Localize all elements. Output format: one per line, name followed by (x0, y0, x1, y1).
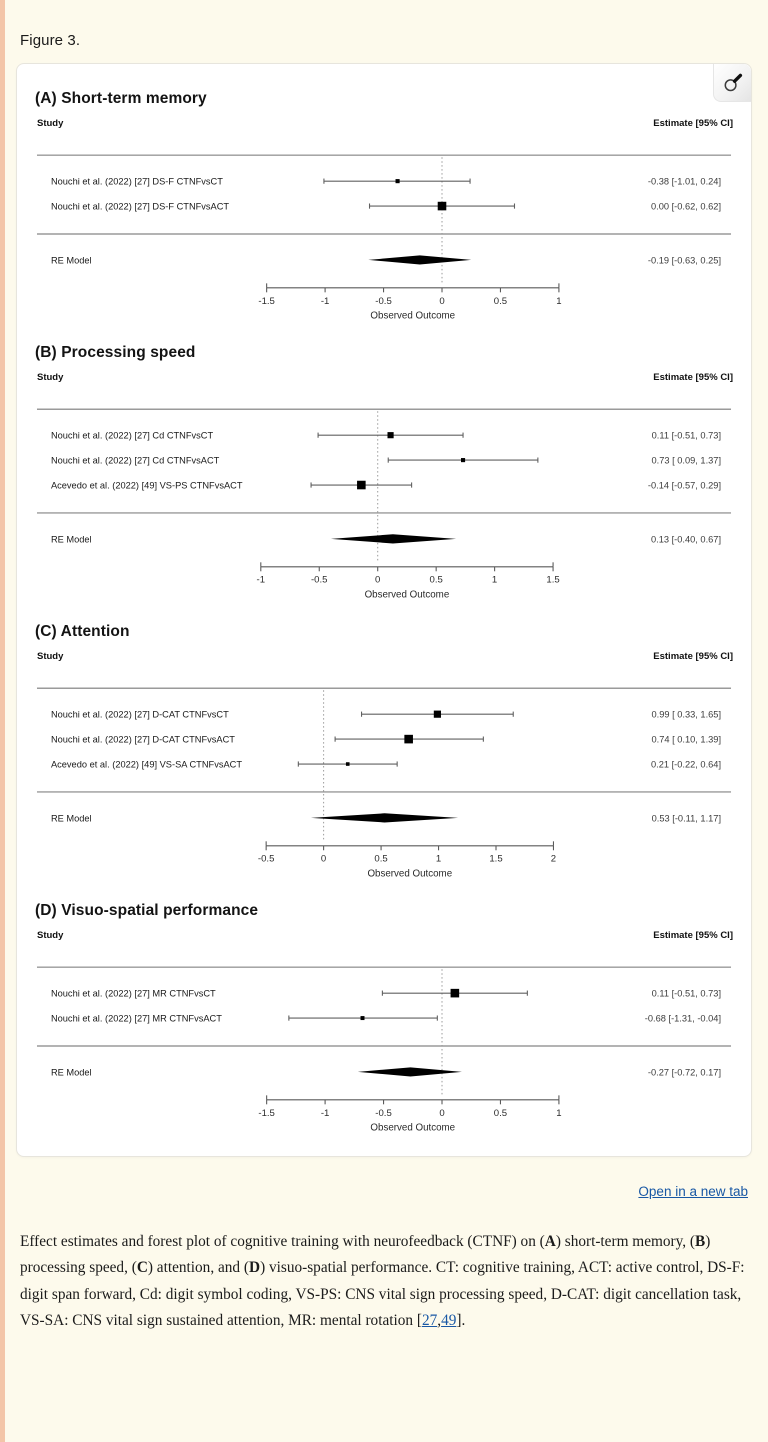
magnifier-glyph (722, 72, 744, 94)
x-axis-tick-label: 0 (439, 295, 445, 307)
panel-title-d: (D) Visuo-spatial performance (35, 902, 259, 919)
summary-diamond (331, 534, 456, 543)
page-accent-bar (0, 0, 5, 1442)
open-in-new-tab-link[interactable]: Open in a new tab (638, 1184, 748, 1199)
forest-row (51, 760, 721, 770)
x-axis-title: Observed Outcome (367, 868, 453, 880)
x-axis-tick-label: -1 (320, 295, 330, 307)
forest-panel-d (33, 890, 735, 1144)
figure-card (16, 63, 752, 1157)
x-axis-tick-label: 2 (550, 853, 557, 865)
forest-row (51, 1014, 721, 1024)
x-axis-tick-label: 1.5 (546, 574, 560, 586)
row-study-label: Nouchi et al. (2022) [27] D-CAT CTNFvsCT (50, 709, 229, 720)
x-axis-tick-label: 0 (320, 853, 327, 865)
column-header-study: Study (37, 930, 64, 941)
row-study-label: Nouchi et al. (2022) [27] DS-F CTNFvsACT (50, 201, 230, 212)
row-estimate-label: 0.11 [-0.51, 0.73] (651, 430, 722, 441)
effect-marker (404, 735, 413, 744)
forest-plot-b (33, 383, 735, 611)
summary-estimate-label: -0.19 [-0.63, 0.25] (647, 255, 722, 266)
row-estimate-label: 0.73 [ 0.09, 1.37] (651, 455, 722, 466)
x-axis-tick-label: -1.5 (258, 1107, 275, 1119)
x-axis-tick-label: 1 (491, 574, 498, 586)
x-axis-tick-label: 0.5 (374, 853, 388, 865)
row-estimate-label: -0.68 [-1.31, -0.04] (644, 1013, 722, 1024)
row-estimate-label: 0.00 [-0.62, 0.62] (650, 201, 722, 212)
summary-diamond (368, 255, 471, 264)
row-estimate-label: -0.38 [-1.01, 0.24] (647, 176, 722, 187)
caption-bold-d: D (249, 1259, 261, 1277)
forest-row (51, 456, 721, 466)
caption-part-6: ]. (456, 1311, 466, 1329)
row-study-label: Nouchi et al. (2022) [27] MR CTNFvsCT (50, 988, 216, 999)
row-study-label: Acevedo et al. (2022) [49] VS-PS CTNFvsACT (50, 480, 243, 491)
open-in-new-tab-row (16, 1157, 752, 1201)
effect-marker (461, 458, 465, 462)
x-axis-tick-label: -0.5 (375, 295, 392, 307)
caption-part-1: Effect estimates and forest plot of cognitive training with neurofeedback (CTNF) on ( (20, 1233, 545, 1250)
forest-panel-list (33, 78, 735, 1144)
x-axis-title: Observed Outcome (370, 310, 456, 322)
row-study-label: Acevedo et al. (2022) [49] VS-SA CTNFvsACT (50, 759, 243, 770)
panel-title-a: (A) Short-term memory (35, 90, 207, 107)
summary-estimate-label: 0.53 [-0.11, 1.17] (651, 813, 722, 824)
column-header-estimate: Estimate [95% CI] (653, 372, 733, 383)
column-header-estimate: Estimate [95% CI] (653, 930, 733, 941)
forest-plot-d (33, 941, 735, 1144)
summary-label: RE Model (50, 1067, 92, 1078)
x-axis-tick-label: 1 (556, 295, 562, 307)
column-header-study: Study (37, 372, 64, 383)
effect-marker (451, 989, 460, 998)
figure-label: Figure 3. (20, 32, 81, 49)
forest-panel-c (33, 611, 735, 890)
column-header-study: Study (37, 651, 64, 662)
x-axis-tick-label: 0.5 (493, 1107, 508, 1119)
row-study-label: Nouchi et al. (2022) [27] DS-F CTNFvsCT (50, 176, 223, 187)
row-estimate-label: -0.14 [-0.57, 0.29] (647, 480, 722, 491)
row-study-label: Nouchi et al. (2022) [27] MR CTNFvsACT (50, 1013, 222, 1024)
x-axis-tick-label: -0.5 (311, 574, 328, 586)
caption-part-4: ) attention, and ( (147, 1259, 249, 1277)
row-study-label: Nouchi et al. (2022) [27] Cd CTNFvsACT (50, 455, 220, 466)
caption-ref-49[interactable]: 49 (441, 1311, 457, 1329)
x-axis-tick-label: -0.5 (375, 1107, 392, 1119)
effect-marker (387, 432, 393, 438)
forest-row (51, 481, 721, 491)
x-axis-tick-label: 0 (439, 1107, 445, 1119)
x-axis-tick-label: -1 (320, 1107, 330, 1119)
effect-marker (434, 711, 441, 718)
x-axis-tick-label: 1 (556, 1107, 562, 1119)
column-header-estimate: Estimate [95% CI] (653, 651, 733, 662)
forest-plot-a (33, 129, 735, 332)
row-estimate-label: 0.99 [ 0.33, 1.65] (651, 709, 722, 720)
summary-label: RE Model (50, 813, 92, 824)
panel-column-headers (33, 930, 735, 941)
effect-marker (357, 481, 366, 490)
x-axis-title: Observed Outcome (370, 1122, 456, 1134)
row-study-label: Nouchi et al. (2022) [27] D-CAT CTNFvsACT (50, 734, 235, 745)
x-axis-tick-label: 1.5 (489, 853, 503, 865)
panel-title-b: (B) Processing speed (35, 344, 196, 361)
forest-row (51, 202, 721, 212)
magnifier-icon[interactable] (713, 64, 751, 102)
effect-marker (396, 179, 400, 183)
forest-row (51, 989, 721, 999)
caption-bold-a: A (544, 1233, 556, 1250)
forest-row (51, 177, 721, 187)
caption-bold-b: B (695, 1233, 706, 1250)
effect-marker (438, 202, 447, 211)
column-header-study: Study (37, 118, 64, 129)
forest-plot-c (33, 662, 735, 890)
x-axis-tick-label: 0 (375, 574, 381, 586)
x-axis-tick-label: -1.5 (258, 295, 275, 307)
summary-diamond (358, 1067, 462, 1076)
x-axis-tick-label: 0.5 (429, 574, 443, 586)
panel-column-headers (33, 651, 735, 662)
effect-marker (346, 762, 350, 766)
column-header-estimate: Estimate [95% CI] (653, 118, 733, 129)
effect-marker (361, 1016, 365, 1020)
forest-row (51, 431, 721, 441)
caption-part-2: ) short-term memory, ( (555, 1233, 696, 1250)
x-axis-tick-label: 0.5 (493, 295, 508, 307)
forest-row (51, 710, 721, 720)
caption-ref-27[interactable]: 27 (421, 1311, 438, 1329)
summary-estimate-label: 0.13 [-0.40, 0.67] (650, 534, 722, 545)
caption-bold-c: C (136, 1259, 148, 1277)
panel-column-headers (33, 118, 735, 129)
summary-estimate-label: -0.27 [-0.72, 0.17] (647, 1067, 722, 1078)
forest-panel-a (33, 78, 735, 332)
forest-panel-b (33, 332, 735, 611)
x-axis-tick-label: -1 (256, 574, 266, 586)
figure-caption (16, 1201, 752, 1374)
row-estimate-label: 0.11 [-0.51, 0.73] (651, 988, 722, 999)
row-estimate-label: 0.21 [-0.22, 0.64] (650, 759, 722, 770)
caption-part-5: ) visuo-spatial performance. CT: cognitive training, ACT: active control, DS-F: digit span forward, Cd: digit symbol coding, VS-PS: CNS vital sign processing speed, D-CAT: digit cancellation task, VS-SA: CNS vital sign sustained attention, MR: mental rotation [ (20, 1259, 745, 1329)
x-axis-tick-label: -0.5 (257, 853, 275, 865)
forest-row (51, 735, 721, 745)
x-axis-title: Observed Outcome (364, 589, 450, 601)
summary-label: RE Model (50, 534, 92, 545)
caption-ref-separator: , (437, 1311, 442, 1329)
row-study-label: Nouchi et al. (2022) [27] Cd CTNFvsCT (50, 430, 214, 441)
caption-part-3: ) processing speed, ( (20, 1233, 711, 1277)
x-axis-tick-label: 1 (435, 853, 442, 865)
panel-column-headers (33, 372, 735, 383)
summary-label: RE Model (50, 255, 92, 266)
row-estimate-label: 0.74 [ 0.10, 1.39] (651, 734, 722, 745)
panel-title-c: (C) Attention (35, 623, 130, 640)
summary-diamond (311, 813, 458, 822)
